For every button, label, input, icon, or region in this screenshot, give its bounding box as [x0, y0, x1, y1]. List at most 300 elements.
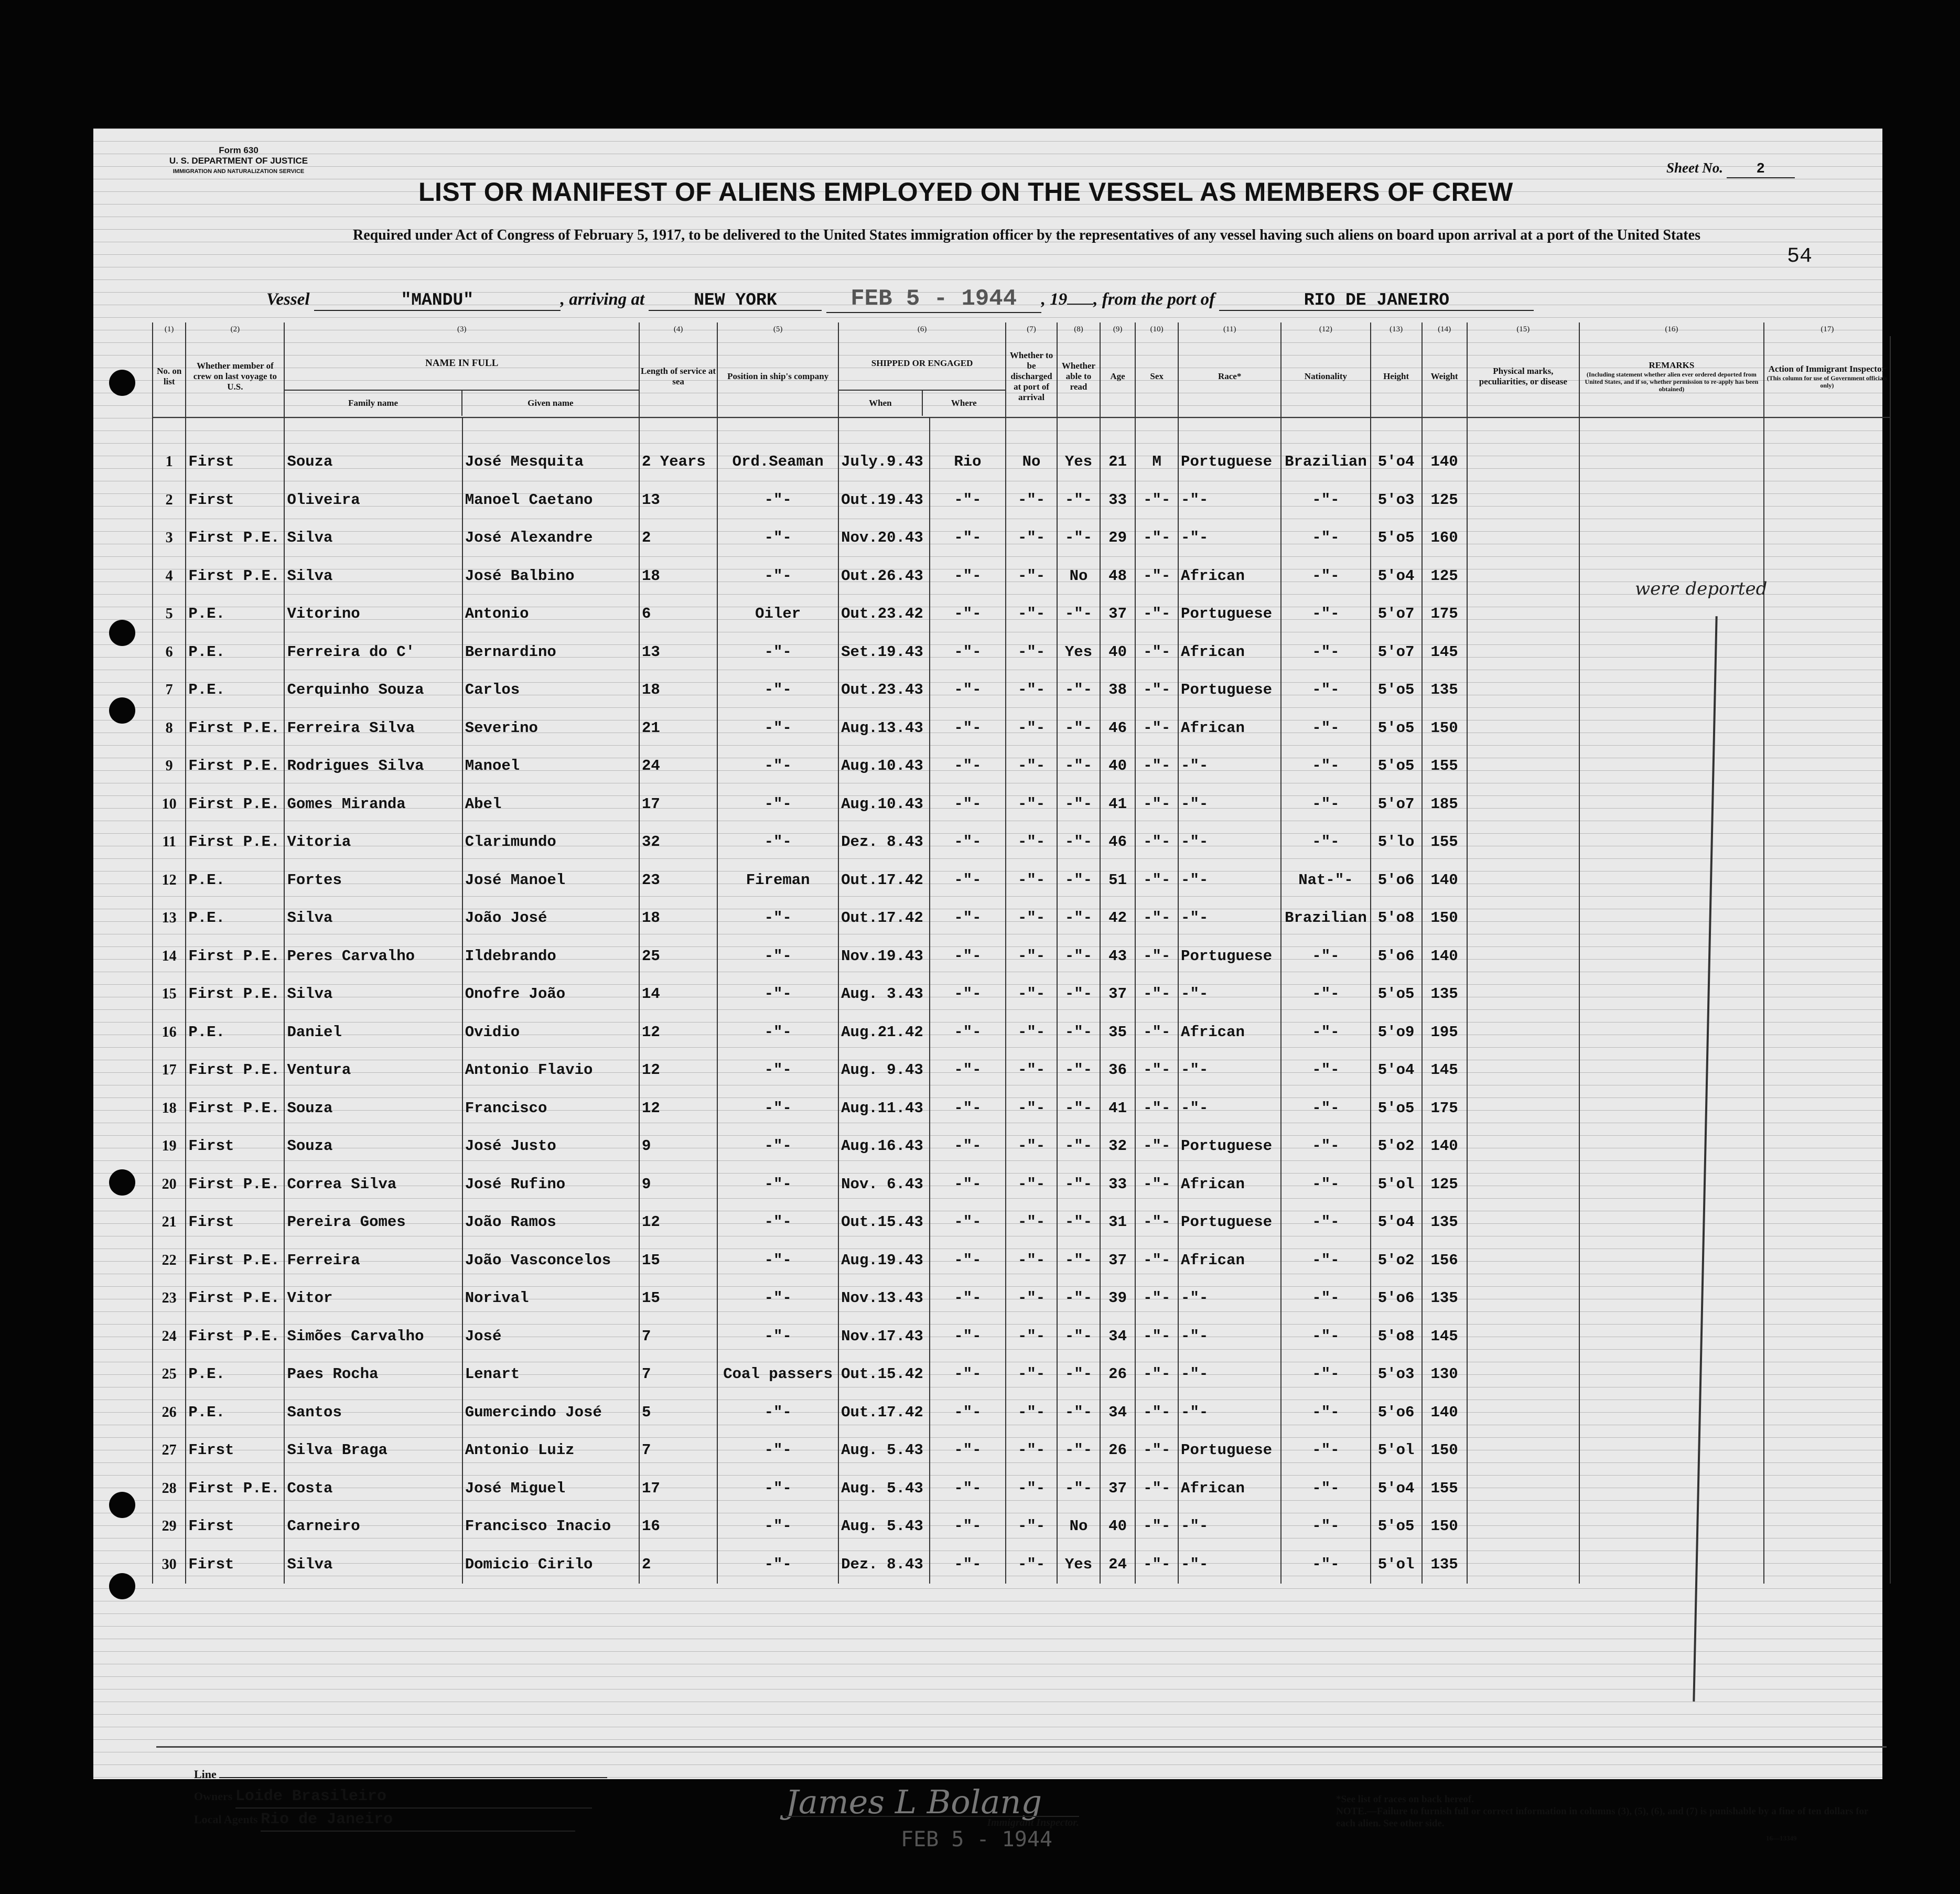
- position: -"-: [717, 481, 838, 520]
- discharged: -"-: [1006, 1508, 1057, 1546]
- given-name: Ovidio: [462, 1014, 639, 1052]
- shipped-where: -"-: [930, 557, 1006, 596]
- table-row: [153, 481, 1890, 520]
- position: -"-: [717, 785, 838, 824]
- shipped-where: -"-: [930, 975, 1006, 1014]
- able-to-read: No: [1057, 557, 1100, 596]
- race: Portuguese: [1178, 1203, 1281, 1242]
- given-name: Gumercindo José: [462, 1394, 639, 1432]
- sex: -"-: [1135, 1508, 1178, 1546]
- weight: 185: [1422, 785, 1467, 824]
- family-name: Oliveira: [284, 481, 462, 520]
- service-length: 12: [639, 1051, 717, 1090]
- table-row: [153, 519, 1890, 557]
- row-number: 22: [153, 1242, 186, 1280]
- crew-last-voyage: First: [186, 1508, 284, 1546]
- binder-hole: [109, 370, 135, 396]
- sex: -"-: [1135, 633, 1178, 672]
- given-name: Antonio Flavio: [462, 1051, 639, 1090]
- remark-handwritten: were deported: [1635, 578, 1768, 599]
- header-length: Length of service at sea: [639, 336, 717, 417]
- service-length: 7: [639, 1432, 717, 1470]
- given-name: João Ramos: [462, 1203, 639, 1242]
- table-row: [153, 595, 1890, 633]
- physical-marks: [1467, 1546, 1580, 1584]
- position: -"-: [717, 1014, 838, 1052]
- shipped-when: Aug.11.43: [838, 1090, 930, 1128]
- col-number: (15): [1467, 322, 1580, 336]
- able-to-read: -"-: [1057, 1394, 1100, 1432]
- arrival-port: NEW YORK: [649, 290, 822, 311]
- given-name: Antonio Luiz: [462, 1432, 639, 1470]
- physical-marks: [1467, 862, 1580, 900]
- table-row: [153, 709, 1890, 748]
- position: -"-: [717, 1508, 838, 1546]
- inspector-action: [1764, 1432, 1890, 1470]
- position: -"-: [717, 557, 838, 596]
- physical-marks: [1467, 633, 1580, 672]
- shipped-where: -"-: [930, 938, 1006, 976]
- header-weight: Weight: [1422, 336, 1467, 417]
- physical-marks: [1467, 1432, 1580, 1470]
- crew-last-voyage: First P.E.: [186, 1318, 284, 1356]
- col-number: (14): [1422, 322, 1467, 336]
- remarks: [1579, 899, 1764, 938]
- sex: -"-: [1135, 595, 1178, 633]
- crew-last-voyage: First: [186, 1203, 284, 1242]
- physical-marks: [1467, 1051, 1580, 1090]
- height: 5'o2: [1371, 1127, 1422, 1166]
- physical-marks: [1467, 1127, 1580, 1166]
- service-length: 18: [639, 557, 717, 596]
- inspector-action: [1764, 1508, 1890, 1546]
- inspector-action: [1764, 823, 1890, 862]
- given-name: José Balbino: [462, 557, 639, 596]
- height: 5'o5: [1371, 1508, 1422, 1546]
- row-number: 23: [153, 1279, 186, 1318]
- inspector-label: Immigrant Inspector.: [785, 1816, 1079, 1829]
- family-name: Silva: [284, 519, 462, 557]
- row-number: 2: [153, 481, 186, 520]
- position: Coal passers: [717, 1355, 838, 1394]
- sex: -"-: [1135, 862, 1178, 900]
- table-row: [153, 1318, 1890, 1356]
- weight: 145: [1422, 1051, 1467, 1090]
- remarks: [1579, 1014, 1764, 1052]
- family-name: Pereira Gomes: [284, 1203, 462, 1242]
- crew-table: [152, 322, 1891, 1584]
- shipped-when: Out.17.42: [838, 862, 930, 900]
- sex: M: [1135, 443, 1178, 481]
- remarks: [1579, 975, 1764, 1014]
- header-remarks-note: (Including statement whether alien ever ordered deported from United States, and if so, whether permission to re-apply has been obtained): [1585, 371, 1759, 393]
- age: 34: [1100, 1394, 1135, 1432]
- discharged: -"-: [1006, 1203, 1057, 1242]
- crew-last-voyage: First P.E.: [186, 1242, 284, 1280]
- height: 5'o9: [1371, 1014, 1422, 1052]
- header-action: [1764, 336, 1890, 417]
- vessel-line: [266, 286, 1534, 313]
- nationality: -"-: [1281, 519, 1370, 557]
- physical-marks: [1467, 709, 1580, 748]
- race: African: [1178, 557, 1281, 596]
- row-number: 10: [153, 785, 186, 824]
- discharged: -"-: [1006, 557, 1057, 596]
- sex: -"-: [1135, 1051, 1178, 1090]
- discharged: -"-: [1006, 595, 1057, 633]
- weight: 150: [1422, 709, 1467, 748]
- family-name: Costa: [284, 1470, 462, 1508]
- remarks: [1579, 747, 1764, 785]
- service-length: 17: [639, 785, 717, 824]
- physical-marks: [1467, 747, 1580, 785]
- nationality: -"-: [1281, 709, 1370, 748]
- family-name: Fortes: [284, 862, 462, 900]
- age: 46: [1100, 823, 1135, 862]
- row-number: 7: [153, 671, 186, 709]
- inspector-action: [1764, 1014, 1890, 1052]
- row-number: 16: [153, 1014, 186, 1052]
- nationality: -"-: [1281, 1242, 1370, 1280]
- weight: 135: [1422, 671, 1467, 709]
- physical-marks: [1467, 1470, 1580, 1508]
- family-name: Rodrigues Silva: [284, 747, 462, 785]
- nationality: -"-: [1281, 1546, 1370, 1584]
- service-length: 13: [639, 633, 717, 672]
- position: Fireman: [717, 862, 838, 900]
- race: -"-: [1178, 519, 1281, 557]
- race: African: [1178, 709, 1281, 748]
- row-number: 13: [153, 899, 186, 938]
- age: 24: [1100, 1546, 1135, 1584]
- inspector-action: [1764, 1166, 1890, 1204]
- row-number: 18: [153, 1090, 186, 1128]
- line-field: [194, 1763, 607, 1785]
- race: African: [1178, 633, 1281, 672]
- col-number: (2): [186, 322, 284, 336]
- given-name: Severino: [462, 709, 639, 748]
- table-row: [153, 899, 1890, 938]
- race: -"-: [1178, 1090, 1281, 1128]
- weight: 155: [1422, 1470, 1467, 1508]
- shipped-where: -"-: [930, 1318, 1006, 1356]
- discharged: -"-: [1006, 975, 1057, 1014]
- service-name: IMMIGRATION AND NATURALIZATION SERVICE: [173, 168, 305, 175]
- nationality: -"-: [1281, 1127, 1370, 1166]
- sex: -"-: [1135, 1127, 1178, 1166]
- sheet-number: [1666, 160, 1795, 178]
- remarks: [1579, 633, 1764, 672]
- inspector-action: [1764, 557, 1890, 596]
- crew-last-voyage: First P.E.: [186, 1166, 284, 1204]
- physical-marks: [1467, 1242, 1580, 1280]
- position: -"-: [717, 823, 838, 862]
- sex: -"-: [1135, 1318, 1178, 1356]
- manifest-sheet: [93, 128, 1887, 1852]
- vessel-label: Vessel: [266, 290, 310, 309]
- able-to-read: -"-: [1057, 1318, 1100, 1356]
- crew-last-voyage: First: [186, 1546, 284, 1584]
- weight: 140: [1422, 1394, 1467, 1432]
- shipped-when: Aug.13.43: [838, 709, 930, 748]
- nationality: -"-: [1281, 633, 1370, 672]
- discharged: -"-: [1006, 899, 1057, 938]
- remarks: [1579, 1470, 1764, 1508]
- inspector-action: [1764, 1127, 1890, 1166]
- position: Oiler: [717, 595, 838, 633]
- header-row: [153, 336, 1890, 417]
- family-name: Ferreira: [284, 1242, 462, 1280]
- position: -"-: [717, 747, 838, 785]
- able-to-read: -"-: [1057, 1432, 1100, 1470]
- shipped-where: -"-: [930, 1242, 1006, 1280]
- crew-last-voyage: First P.E.: [186, 1279, 284, 1318]
- age: 26: [1100, 1355, 1135, 1394]
- height: 5'o4: [1371, 557, 1422, 596]
- nationality: -"-: [1281, 1355, 1370, 1394]
- service-length: 7: [639, 1355, 717, 1394]
- crew-table-body: [153, 417, 1890, 1584]
- crew-last-voyage: First P.E.: [186, 519, 284, 557]
- given-name: Onofre João: [462, 975, 639, 1014]
- weight: 150: [1422, 1508, 1467, 1546]
- able-to-read: -"-: [1057, 481, 1100, 520]
- given-name: Abel: [462, 785, 639, 824]
- shipped-when: Aug.19.43: [838, 1242, 930, 1280]
- able-to-read: -"-: [1057, 1470, 1100, 1508]
- given-name: Francisco Inacio: [462, 1508, 639, 1546]
- table-row: [153, 1014, 1890, 1052]
- given-name: Carlos: [462, 671, 639, 709]
- remarks: [1579, 938, 1764, 976]
- discharged: -"-: [1006, 1279, 1057, 1318]
- crew-last-voyage: First P.E.: [186, 747, 284, 785]
- footer-note: [1336, 1793, 1876, 1830]
- discharged: -"-: [1006, 1014, 1057, 1052]
- nationality: -"-: [1281, 1203, 1370, 1242]
- race: African: [1178, 1014, 1281, 1052]
- inspector-action: [1764, 1090, 1890, 1128]
- header-shipped-title: SHIPPED OR ENGAGED: [839, 337, 1005, 391]
- column-number-row: [153, 322, 1890, 336]
- service-length: 9: [639, 1166, 717, 1204]
- remarks: [1579, 595, 1764, 633]
- header-member: Whether member of crew on last voyage to U.S.: [186, 336, 284, 417]
- header-read: Whether able to read: [1057, 336, 1100, 417]
- shipped-where: -"-: [930, 709, 1006, 748]
- crew-last-voyage: P.E.: [186, 1014, 284, 1052]
- departure-port: RIO DE JANEIRO: [1219, 290, 1534, 311]
- position: -"-: [717, 671, 838, 709]
- family-name: Cerquinho Souza: [284, 671, 462, 709]
- sheet-number-label: Sheet No.: [1666, 160, 1723, 176]
- header-sex: Sex: [1135, 336, 1178, 417]
- nationality: -"-: [1281, 1394, 1370, 1432]
- able-to-read: -"-: [1057, 862, 1100, 900]
- crew-last-voyage: First P.E.: [186, 557, 284, 596]
- age: 31: [1100, 1203, 1135, 1242]
- family-name: Ferreira Silva: [284, 709, 462, 748]
- col-number: (17): [1764, 322, 1890, 336]
- position: -"-: [717, 1394, 838, 1432]
- family-name: Silva Braga: [284, 1432, 462, 1470]
- discharged: -"-: [1006, 1242, 1057, 1280]
- inspector-action: [1764, 1242, 1890, 1280]
- shipped-when: July.9.43: [838, 443, 930, 481]
- physical-marks: [1467, 595, 1580, 633]
- shipped-when: Nov.17.43: [838, 1318, 930, 1356]
- given-name: Lenart: [462, 1355, 639, 1394]
- inspector-action: [1764, 519, 1890, 557]
- header-no: No. on list: [153, 336, 186, 417]
- crew-last-voyage: First P.E.: [186, 938, 284, 976]
- table-row: [153, 1127, 1890, 1166]
- crew-last-voyage: First P.E.: [186, 1051, 284, 1090]
- table-row: [153, 633, 1890, 672]
- sex: -"-: [1135, 823, 1178, 862]
- age: 43: [1100, 938, 1135, 976]
- able-to-read: -"-: [1057, 595, 1100, 633]
- weight: 145: [1422, 633, 1467, 672]
- nationality: -"-: [1281, 1318, 1370, 1356]
- shipped-where: -"-: [930, 1508, 1006, 1546]
- nationality: -"-: [1281, 938, 1370, 976]
- shipped-where: -"-: [930, 671, 1006, 709]
- shipped-where: -"-: [930, 633, 1006, 672]
- shipped-where: -"-: [930, 595, 1006, 633]
- position: -"-: [717, 975, 838, 1014]
- line-value: [219, 1777, 607, 1778]
- sex: -"-: [1135, 1432, 1178, 1470]
- inspector-action: [1764, 1355, 1890, 1394]
- given-name: José Rufino: [462, 1166, 639, 1204]
- service-length: 18: [639, 671, 717, 709]
- table-row: [153, 671, 1890, 709]
- family-name: Silva: [284, 557, 462, 596]
- row-number: 28: [153, 1470, 186, 1508]
- crew-last-voyage: P.E.: [186, 595, 284, 633]
- able-to-read: -"-: [1057, 1014, 1100, 1052]
- given-name: Francisco: [462, 1090, 639, 1128]
- height: 5'o3: [1371, 1355, 1422, 1394]
- height: 5'o2: [1371, 1242, 1422, 1280]
- family-name: Vitor: [284, 1279, 462, 1318]
- weight: 140: [1422, 938, 1467, 976]
- col-number: (3): [284, 322, 639, 336]
- remarks: [1579, 1355, 1764, 1394]
- weight: 130: [1422, 1355, 1467, 1394]
- race: African: [1178, 1242, 1281, 1280]
- physical-marks: [1467, 557, 1580, 596]
- remarks: [1579, 1394, 1764, 1432]
- height: 5'o5: [1371, 519, 1422, 557]
- height: 5'o5: [1371, 1090, 1422, 1128]
- able-to-read: -"-: [1057, 671, 1100, 709]
- nationality: -"-: [1281, 1508, 1370, 1546]
- family-name: Ventura: [284, 1051, 462, 1090]
- agents-field: [194, 1809, 607, 1832]
- age: 21: [1100, 443, 1135, 481]
- service-length: 12: [639, 1203, 717, 1242]
- shipped-when: Aug.21.42: [838, 1014, 930, 1052]
- service-length: 24: [639, 747, 717, 785]
- shipped-where: -"-: [930, 1127, 1006, 1166]
- height: 5'o5: [1371, 975, 1422, 1014]
- height: 5'o8: [1371, 1318, 1422, 1356]
- table-row: [153, 747, 1890, 785]
- shipped-when: Dez. 8.43: [838, 1546, 930, 1584]
- physical-marks: [1467, 1203, 1580, 1242]
- physical-marks: [1467, 1508, 1580, 1546]
- shipped-where: -"-: [930, 519, 1006, 557]
- physical-marks: [1467, 1279, 1580, 1318]
- discharged: -"-: [1006, 1051, 1057, 1090]
- header-remarks-title: REMARKS: [1649, 360, 1695, 370]
- race: African: [1178, 1166, 1281, 1204]
- physical-marks: [1467, 1355, 1580, 1394]
- physical-marks: [1467, 443, 1580, 481]
- discharged: -"-: [1006, 519, 1057, 557]
- shipped-when: Aug. 5.43: [838, 1432, 930, 1470]
- shipped-when: Nov. 6.43: [838, 1166, 930, 1204]
- age: 34: [1100, 1318, 1135, 1356]
- family-name: Souza: [284, 1090, 462, 1128]
- height: 5'o7: [1371, 595, 1422, 633]
- shipped-where: -"-: [930, 1432, 1006, 1470]
- nationality: -"-: [1281, 1014, 1370, 1052]
- shipped-where: Rio: [930, 443, 1006, 481]
- sex: -"-: [1135, 785, 1178, 824]
- remarks: [1579, 481, 1764, 520]
- race: Portuguese: [1178, 1127, 1281, 1166]
- crew-last-voyage: First P.E.: [186, 1470, 284, 1508]
- nationality: -"-: [1281, 747, 1370, 785]
- inspector-action: [1764, 443, 1890, 481]
- page-number: 54: [1787, 245, 1813, 268]
- discharged: -"-: [1006, 671, 1057, 709]
- weight: 140: [1422, 443, 1467, 481]
- race: -"-: [1178, 785, 1281, 824]
- sex: -"-: [1135, 1203, 1178, 1242]
- weight: 125: [1422, 481, 1467, 520]
- position: -"-: [717, 519, 838, 557]
- age: 37: [1100, 595, 1135, 633]
- position: -"-: [717, 1470, 838, 1508]
- age: 29: [1100, 519, 1135, 557]
- row-number: 17: [153, 1051, 186, 1090]
- service-length: 25: [639, 938, 717, 976]
- race: -"-: [1178, 862, 1281, 900]
- shipped-when: Aug. 5.43: [838, 1508, 930, 1546]
- physical-marks: [1467, 1090, 1580, 1128]
- owners-value: Loide Brasileiro: [235, 1785, 592, 1809]
- height: 5'ol: [1371, 1432, 1422, 1470]
- physical-marks: [1467, 481, 1580, 520]
- header-remarks: [1579, 336, 1764, 417]
- shipped-where: -"-: [930, 785, 1006, 824]
- family-name: Vitorino: [284, 595, 462, 633]
- age: 48: [1100, 557, 1135, 596]
- nationality: -"-: [1281, 975, 1370, 1014]
- crew-last-voyage: P.E.: [186, 633, 284, 672]
- inspector-action: [1764, 1279, 1890, 1318]
- remarks: [1579, 1432, 1764, 1470]
- race: Portuguese: [1178, 443, 1281, 481]
- race: -"-: [1178, 823, 1281, 862]
- crew-last-voyage: P.E.: [186, 862, 284, 900]
- table-row: [153, 1279, 1890, 1318]
- header-shipped: [838, 336, 1006, 417]
